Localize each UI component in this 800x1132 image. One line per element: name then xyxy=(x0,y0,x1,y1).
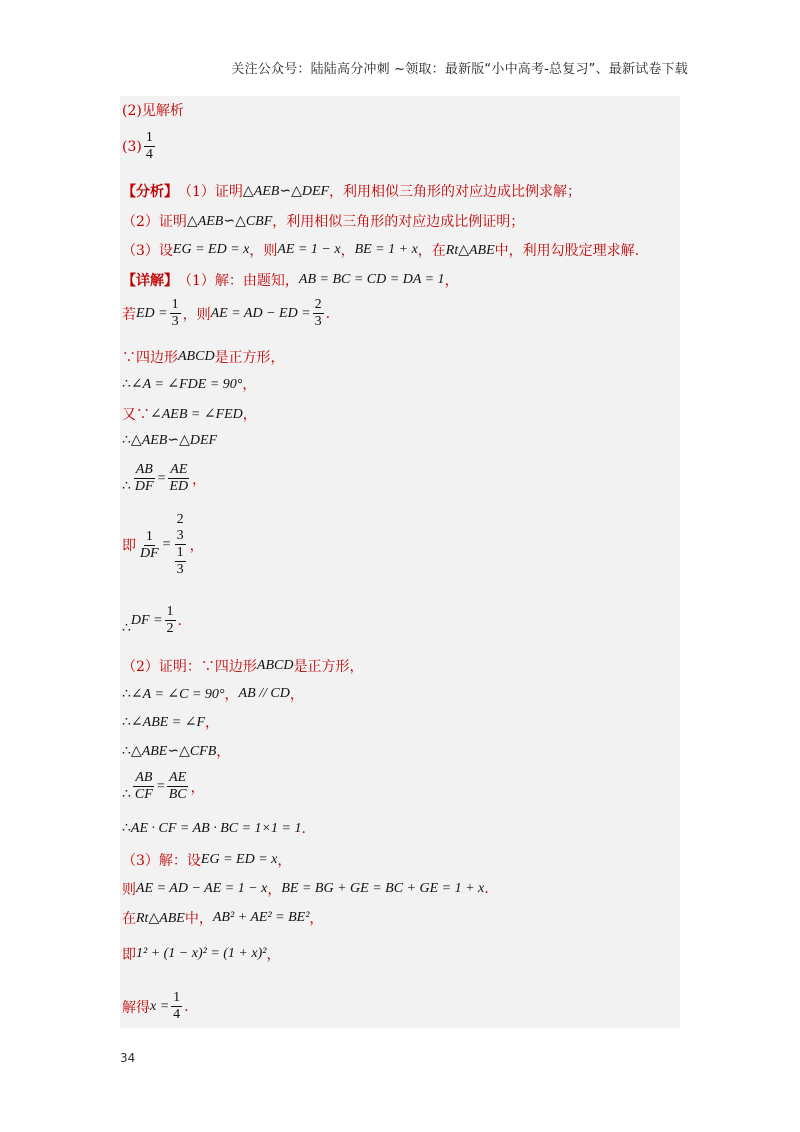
answer-3-label: (3) xyxy=(122,138,142,155)
math: Rt△ABE xyxy=(445,242,495,258)
fraction-denominator: DF xyxy=(134,479,154,495)
math: ABCD xyxy=(256,658,294,673)
answer-3-fraction xyxy=(144,130,155,163)
detail-line-7 xyxy=(122,462,206,495)
math: EG = ED = x xyxy=(172,242,250,257)
text: （1）解：由题知， xyxy=(178,273,299,289)
math: △AEB∽△DEF xyxy=(242,183,330,199)
text: 又∵ xyxy=(122,407,150,423)
text: （1）证明 xyxy=(178,184,243,200)
fraction-numerator: 2 xyxy=(313,297,324,314)
fraction-denominator: 2 xyxy=(166,621,174,637)
analysis-line-2 xyxy=(122,211,524,231)
part2-line-6 xyxy=(122,820,306,837)
part3-line-5 xyxy=(122,990,189,1023)
text: 即 xyxy=(122,538,136,555)
fraction-denominator: DF xyxy=(140,545,159,561)
therefore-symbol: ∴ xyxy=(122,787,131,803)
fraction-numerator: 1 xyxy=(165,604,176,621)
text: ， xyxy=(192,471,207,488)
math: EG = ED = x xyxy=(200,852,278,867)
detail-line-1 xyxy=(122,270,459,290)
text: 中， xyxy=(184,911,213,927)
inner-numerator: 1 xyxy=(175,545,186,562)
text: 则 xyxy=(122,882,136,898)
text: （2）证明：∵四边形 xyxy=(122,659,257,675)
fraction-numerator: 1 xyxy=(144,130,155,147)
fraction-denominator xyxy=(173,545,188,578)
detail-line-8 xyxy=(122,512,204,578)
complex-fraction xyxy=(173,512,188,578)
text: 中，利用勾股定理求解. xyxy=(494,243,640,259)
text: ， xyxy=(190,779,205,796)
math: AE = AD − ED = xyxy=(210,305,311,321)
text: ， xyxy=(266,947,281,963)
fraction xyxy=(171,990,182,1023)
fraction-denominator: 4 xyxy=(145,147,153,163)
text: . xyxy=(184,998,189,1015)
answer-2 xyxy=(122,100,184,120)
part2-line-4 xyxy=(122,741,230,761)
fraction xyxy=(313,297,324,330)
math: AE = AD − AE = 1 − x xyxy=(136,881,268,896)
therefore-symbol: ∴ xyxy=(122,743,131,759)
text: . xyxy=(484,881,489,897)
fraction-denominator: ED xyxy=(169,479,189,495)
text: 解得 xyxy=(122,999,150,1016)
part2-line-1 xyxy=(122,656,363,676)
therefore-symbol: ∴ xyxy=(122,714,131,730)
text: ， xyxy=(224,687,239,703)
math: AB // CD xyxy=(238,686,290,701)
answer-3 xyxy=(122,130,157,163)
equals: = xyxy=(157,470,166,486)
part2-line-3 xyxy=(122,712,219,732)
fraction-denominator: 3 xyxy=(314,314,322,330)
inner-numerator: 2 xyxy=(176,512,184,527)
fraction-numerator xyxy=(175,512,186,545)
text: ， xyxy=(444,273,459,289)
text: ， xyxy=(309,911,324,927)
fraction-numerator: AE xyxy=(168,462,189,479)
text: ， xyxy=(189,538,204,555)
math: △AEB∽△CBF xyxy=(186,213,273,229)
fraction xyxy=(133,462,156,495)
equals: = xyxy=(162,537,171,553)
part3-line-1 xyxy=(122,850,291,870)
detail-line-2 xyxy=(122,297,330,330)
math: DF = xyxy=(130,612,163,628)
fraction-denominator: CF xyxy=(134,787,153,803)
fraction xyxy=(138,529,161,562)
analysis-line-3 xyxy=(122,240,639,260)
math: AB = BC = CD = DA = 1 xyxy=(298,272,445,287)
fraction-numerator: 1 xyxy=(144,529,155,546)
math: AE = 1 − x xyxy=(277,242,341,257)
text: ， xyxy=(289,687,304,703)
fraction-denominator: 3 xyxy=(171,314,179,330)
analysis-tag: 【分析】 xyxy=(122,184,178,200)
text: （3）解：设 xyxy=(122,853,201,869)
math: 1² + (1 − x)² = (1 + x)² xyxy=(136,946,267,961)
math: AE · CF = AB · BC = 1×1 = 1 xyxy=(130,820,302,836)
text: ，在 xyxy=(417,243,446,259)
detail-line-5 xyxy=(122,404,257,424)
math: ED = xyxy=(136,305,168,321)
answer-2-text: (2)见解析 xyxy=(122,103,184,119)
text: ， xyxy=(242,407,257,423)
math: ∠A = ∠C = 90° xyxy=(130,686,225,702)
inner-denominator: 3 xyxy=(176,562,184,578)
text: （2）证明 xyxy=(122,214,187,230)
text: ， xyxy=(205,715,220,731)
text: ， xyxy=(277,853,292,869)
text: ，则 xyxy=(249,243,278,259)
fraction xyxy=(168,462,191,495)
detail-line-3 xyxy=(122,347,285,367)
part3-line-4 xyxy=(122,944,280,964)
fraction xyxy=(170,297,181,330)
math: ∠ABE = ∠F xyxy=(130,714,206,730)
fraction-denominator: 4 xyxy=(173,1007,181,1023)
text: . xyxy=(301,820,306,837)
detail-line-4 xyxy=(122,374,256,394)
math: △ABE∽△CFB xyxy=(130,743,217,759)
fraction xyxy=(167,770,189,803)
therefore-symbol: ∴ xyxy=(122,621,131,637)
equals: = xyxy=(156,778,165,794)
text: ， xyxy=(216,744,231,760)
text: . xyxy=(177,612,182,629)
text: （3）设 xyxy=(122,243,173,259)
detail-line-6 xyxy=(122,432,217,449)
text: . xyxy=(325,305,331,322)
therefore-symbol: ∴ xyxy=(122,821,131,836)
text: ，利用相似三角形的对应边成比例求解； xyxy=(329,184,582,200)
part2-line-2 xyxy=(122,684,304,704)
math: AB² + AE² = BE² xyxy=(212,910,310,925)
fraction-numerator: 1 xyxy=(170,297,181,314)
math: BE = BG + GE = BC + GE = 1 + x xyxy=(281,881,485,896)
fraction-numerator: AB xyxy=(134,462,155,479)
page-number: 34 xyxy=(120,1051,136,1065)
therefore-symbol: ∴ xyxy=(122,686,131,702)
part3-line-2 xyxy=(122,879,489,899)
math: x = xyxy=(150,998,170,1014)
inner-denominator: 3 xyxy=(176,528,184,544)
text: 是正方形， xyxy=(214,350,285,366)
detail-tag: 【详解】 xyxy=(122,273,178,289)
math: BE = 1 + x xyxy=(354,242,418,257)
therefore-symbol: ∴ xyxy=(122,376,131,392)
text: ， xyxy=(340,243,355,259)
fraction xyxy=(165,604,176,637)
text: 是正方形， xyxy=(293,659,364,675)
text: 若 xyxy=(122,306,136,323)
text: ， xyxy=(242,377,257,393)
math: △AEB∽△DEF xyxy=(130,433,218,448)
fraction-numerator: AE xyxy=(167,770,188,787)
fraction-numerator: 1 xyxy=(171,990,182,1007)
part3-line-3 xyxy=(122,908,323,928)
math: ∠A = ∠FDE = 90° xyxy=(130,376,243,392)
text: ∵四边形 xyxy=(122,350,178,366)
fraction xyxy=(133,770,155,803)
detail-line-9 xyxy=(122,604,182,637)
part2-line-5 xyxy=(122,770,205,803)
math: ABCD xyxy=(178,349,215,364)
fraction-numerator: AB xyxy=(133,770,154,787)
text: ， xyxy=(267,882,282,898)
text: ，则 xyxy=(182,306,211,323)
math: Rt△ABE xyxy=(136,910,185,926)
text: 在 xyxy=(122,911,136,927)
therefore-symbol: ∴ xyxy=(122,433,131,448)
fraction-denominator: BC xyxy=(168,787,187,803)
therefore-symbol: ∴ xyxy=(122,479,131,495)
page-header: 关注公众号：陆陆高分冲刺 ~领取：最新版“小中高考-总复习”、最新试卷下载 xyxy=(231,62,688,77)
text: 即 xyxy=(122,947,136,963)
analysis-line-1 xyxy=(122,181,581,201)
math: ∠AEB = ∠FED xyxy=(150,406,243,422)
text: ，利用相似三角形的对应边成比例证明； xyxy=(272,214,525,230)
